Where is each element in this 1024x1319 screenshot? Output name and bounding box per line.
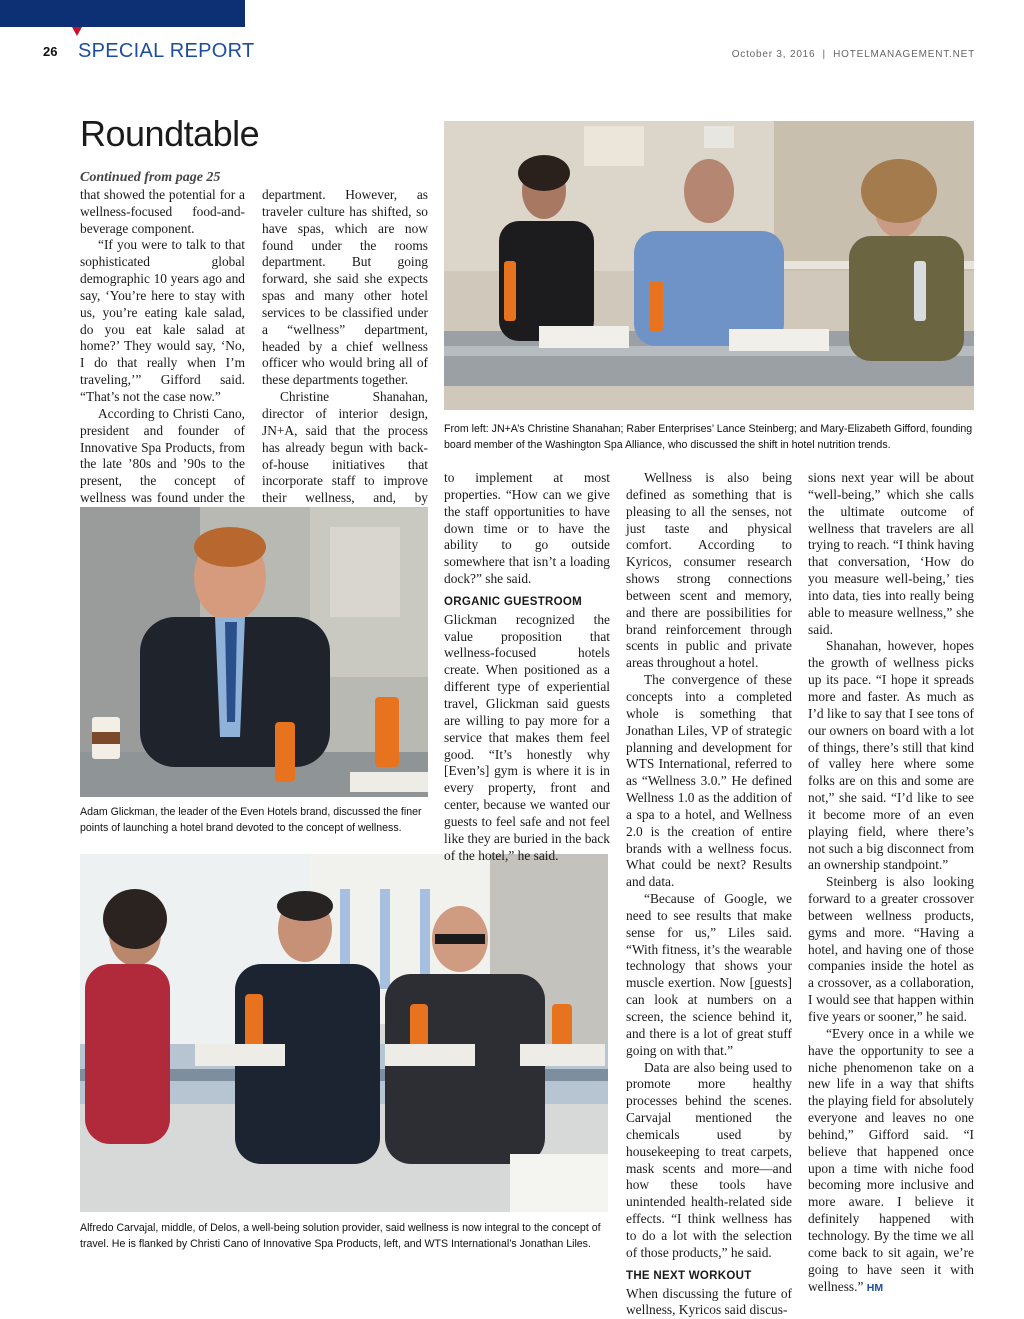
article-headline: Roundtable <box>80 113 259 155</box>
page-number: 26 <box>43 44 57 59</box>
paragraph: The convergence of these concepts into a completed whole is something that Jonathan Liles, VP of strategic planning and development for WTS International, referred to as “Wellness 3.0.” He defined Wellness 1.0 as the addition of a spa to a hotel, and Wellness 2.0 is the creation of entire brands with a wellness focus. What could be next? Results and data. <box>626 672 792 891</box>
paragraph: Data are also being used to promote more healthy processes behind the scenes. Carvajal mentioned the chemicals used by housekeeping to treat carpets, mask scents and more—and how these tools have unintended health-related side effects. “I think wellness has to do a lot with the selection of those products,” he said. <box>626 1060 792 1262</box>
subhead-next-workout: THE NEXT WORKOUT <box>626 1268 792 1285</box>
end-mark: HM <box>867 1282 883 1294</box>
paragraph: When discussing the future of wellness, Kyricos said discus- <box>626 1286 792 1319</box>
paragraph: to implement at most properties. “How can we give the staff opportunities to have down time or to have the ability to go outside somewhere that isn’t a loading dock?” she said. <box>444 470 610 588</box>
column-3 <box>444 470 610 864</box>
column-1 <box>80 170 245 524</box>
paragraph: Christine Shanahan, director of interior design, JN+A, said that the process has already begun with back-of-house initiatives that incorporate staff to improve their wellness, and, by <box>262 389 428 557</box>
section-label: SPECIAL REPORT <box>78 40 254 63</box>
column-5 <box>808 470 974 1296</box>
paragraph-text: “Every once in a while we have the opportunity to see a niche phenomenon take on a new life in a way that shifts the playing field for absolutely everyone and leaves no one behind,” Gifford said. “I believe that happened once upon a time with niche food becoming more inclusive and more aware. I believe it definitely happened with technology. By the time we all come back to sit again, we’re going to have seen it with wellness.” <box>808 1026 974 1294</box>
continued-from-note: Continued from page 25 <box>80 170 245 187</box>
photo-caption-top: From left: JN+A’s Christine Shanahan; Raber Enterprises’ Lance Steinberg; and Mary-Elizabeth Gifford, founding board member of the Washington Spa Alliance, who discussed the shift in hotel nutrition trends. <box>444 421 974 453</box>
paragraph: sions next year will be about “well-being,” which she calls the ultimate outcome of wellness that travelers are all trying to reach. “I think having that conversation, ‘How do you measure well-being,’ ties into data, ties into really being able to measure wellness,” she said. <box>808 470 974 638</box>
photo-caption-bottom: Alfredo Carvajal, middle, of Delos, a well-being solution provider, said wellness is now integral to the concept of travel. He is flanked by Christi Cano of Innovative Spa Products, left, and WTS International’s Jonathan Liles. <box>80 1220 608 1252</box>
photo-panel-three-speakers <box>80 854 608 1212</box>
paragraph: “Because of Google, we need to see results that make sense for us,” Liles said. “With fitness, it’s the wearable technology that shows your muscle exertion. Now [guests] can look at numbers on a screen, the science behind it, and there is a lot of great stuff going on with that.” <box>626 891 792 1059</box>
paragraph: department. However, as traveler culture has shifted, so have spas, which are now found under the rooms department. But going forward, she said she expects spas and many other hotel services to be classified under a “wellness” department, headed by a chief wellness officer who would bring all of these departments together. <box>262 187 428 389</box>
paragraph: Shanahan, however, hopes the growth of wellness picks up its pace. “I hope it spreads more and faster. As much as I’d like to say that I see tons of our owners on board with a lot of things, there’s still that kind of valley here where some folks are on this and some are not,” she said. “I’d like to see it become more of an even playing field, where there’s not such a big disconnect from an ownership standpoint.” <box>808 638 974 874</box>
paragraph: that showed the potential for a wellness-focused food-and-beverage component. <box>80 187 245 238</box>
paragraph <box>808 1026 974 1297</box>
paragraph: Wellness is also being defined as something that is pleasing to all the senses, not just taste and physical comfort. According to Kyricos, consumer research shows strong connections between scent and memory, and there are possibilities for brand reinforcement through scents in public and private areas throughout a hotel. <box>626 470 792 672</box>
paragraph: Steinberg is also looking forward to a greater crossover between wellness products, gyms and more. “Having a hotel, and having one of those companies inside the hotel as a crossover, as a collaboration, I would see that happen within five years or sooner,” he said. <box>808 874 974 1026</box>
subhead-organic-guestroom: ORGANIC GUESTROOM <box>444 594 610 611</box>
top-color-bar <box>0 0 245 27</box>
date-and-website: October 3, 2016 | HOTELMANAGEMENT.NET <box>732 49 975 60</box>
column-2 <box>262 187 428 558</box>
red-marker <box>72 27 82 36</box>
photo-adam-glickman <box>80 507 428 797</box>
photo-caption-middle: Adam Glickman, the leader of the Even Hotels brand, discussed the finer points of launching a hotel brand devoted to the concept of wellness. <box>80 804 428 836</box>
column-4 <box>626 470 792 1319</box>
paragraph: “If you were to talk to that sophisticated global demographic 10 years ago and say, ‘You’re here to stay with us, you’re eating kale salad, do you eat kale salad at home?’ They would say, ‘No, I do that really when I’m traveling,’” Gifford said. “That’s not the case now.” <box>80 237 245 405</box>
photo-panel-three-women-man <box>444 121 974 410</box>
paragraph: According to Christi Cano, president and founder of Innovative Spa Products, from the late ’80s and ’90s to the present, the concept of wellness was found under the <box>80 406 245 524</box>
paragraph: Glickman recognized the value proposition that wellness-focused hotels create. When positioned as a different type of experiential travel, Glickman said guests are willing to pay more for a service that makes them feel good. “It’s honestly why [Even’s] gym is where it is in every property, front and center, because we wanted our guests to feel safe and not feel like they are buried in the back of the hotel,” he said. <box>444 612 610 865</box>
